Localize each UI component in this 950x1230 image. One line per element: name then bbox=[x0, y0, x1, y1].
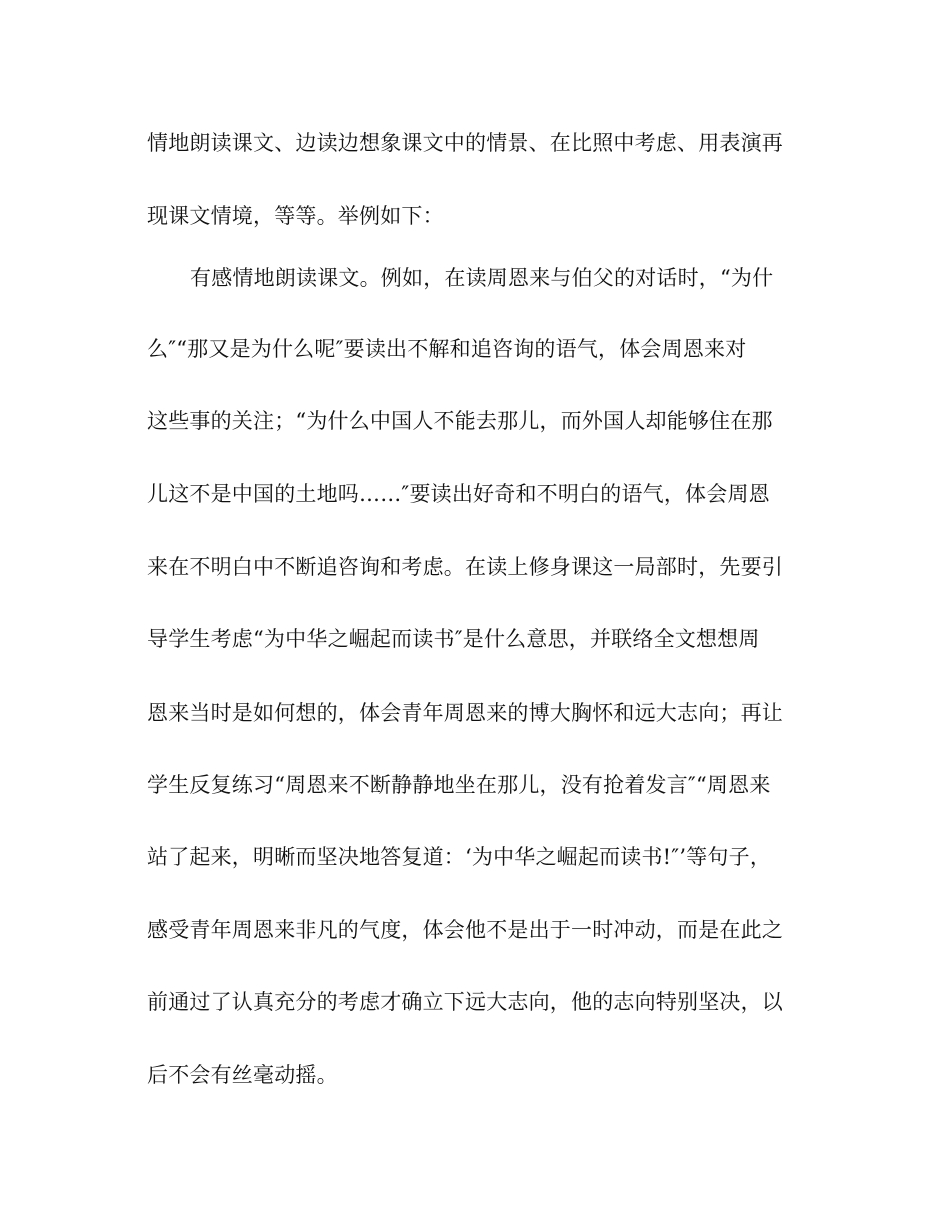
text-line: 导学生考虑“为中华之崛起而读书″是什么意思，并联络全文想想周 bbox=[147, 627, 760, 651]
text-line: 现课文情境，等等。举例如下： bbox=[147, 204, 444, 228]
text-line: 后不会有丝毫动摇。 bbox=[147, 1063, 338, 1087]
text-line: 站了起来，明晰而坚决地答复道：‘为中华之崛起而读书!″’等句子， bbox=[147, 845, 772, 869]
text-line: 儿这不是中国的土地吗……″要读出好奇和不明白的语气，体会周恩 bbox=[147, 482, 770, 506]
text-line: 么″“那又是为什么呢″要读出不解和追咨询的语气，体会周恩来对 bbox=[147, 337, 747, 361]
paragraph-start-line: 有感情地朗读课文。例如，在读周恩来与伯父的对话时，“为什 bbox=[190, 266, 774, 290]
text-line: 前通过了认真充分的考虑才确立下远大志向，他的志向特别坚决，以 bbox=[147, 990, 783, 1014]
text-line: 情地朗读课文、边读边想象课文中的情景、在比照中考虑、用表演再 bbox=[147, 131, 783, 155]
text-line: 学生反复练习“周恩来不断静静地坐在那儿，没有抢着发言″“周恩来 bbox=[147, 773, 771, 797]
text-line: 来在不明白中不断追咨询和考虑。在读上修身课这一局部时，先要引 bbox=[147, 555, 783, 579]
text-line: 恩来当时是如何想的，体会青年周恩来的博大胸怀和远大志向；再让 bbox=[147, 701, 783, 725]
text-line: 感受青年周恩来非凡的气度，体会他不是出于一时冲动，而是在此之 bbox=[147, 918, 783, 942]
text-line: 这些事的关注；“为什么中国人不能去那儿，而外国人却能够住在那 bbox=[147, 409, 773, 433]
